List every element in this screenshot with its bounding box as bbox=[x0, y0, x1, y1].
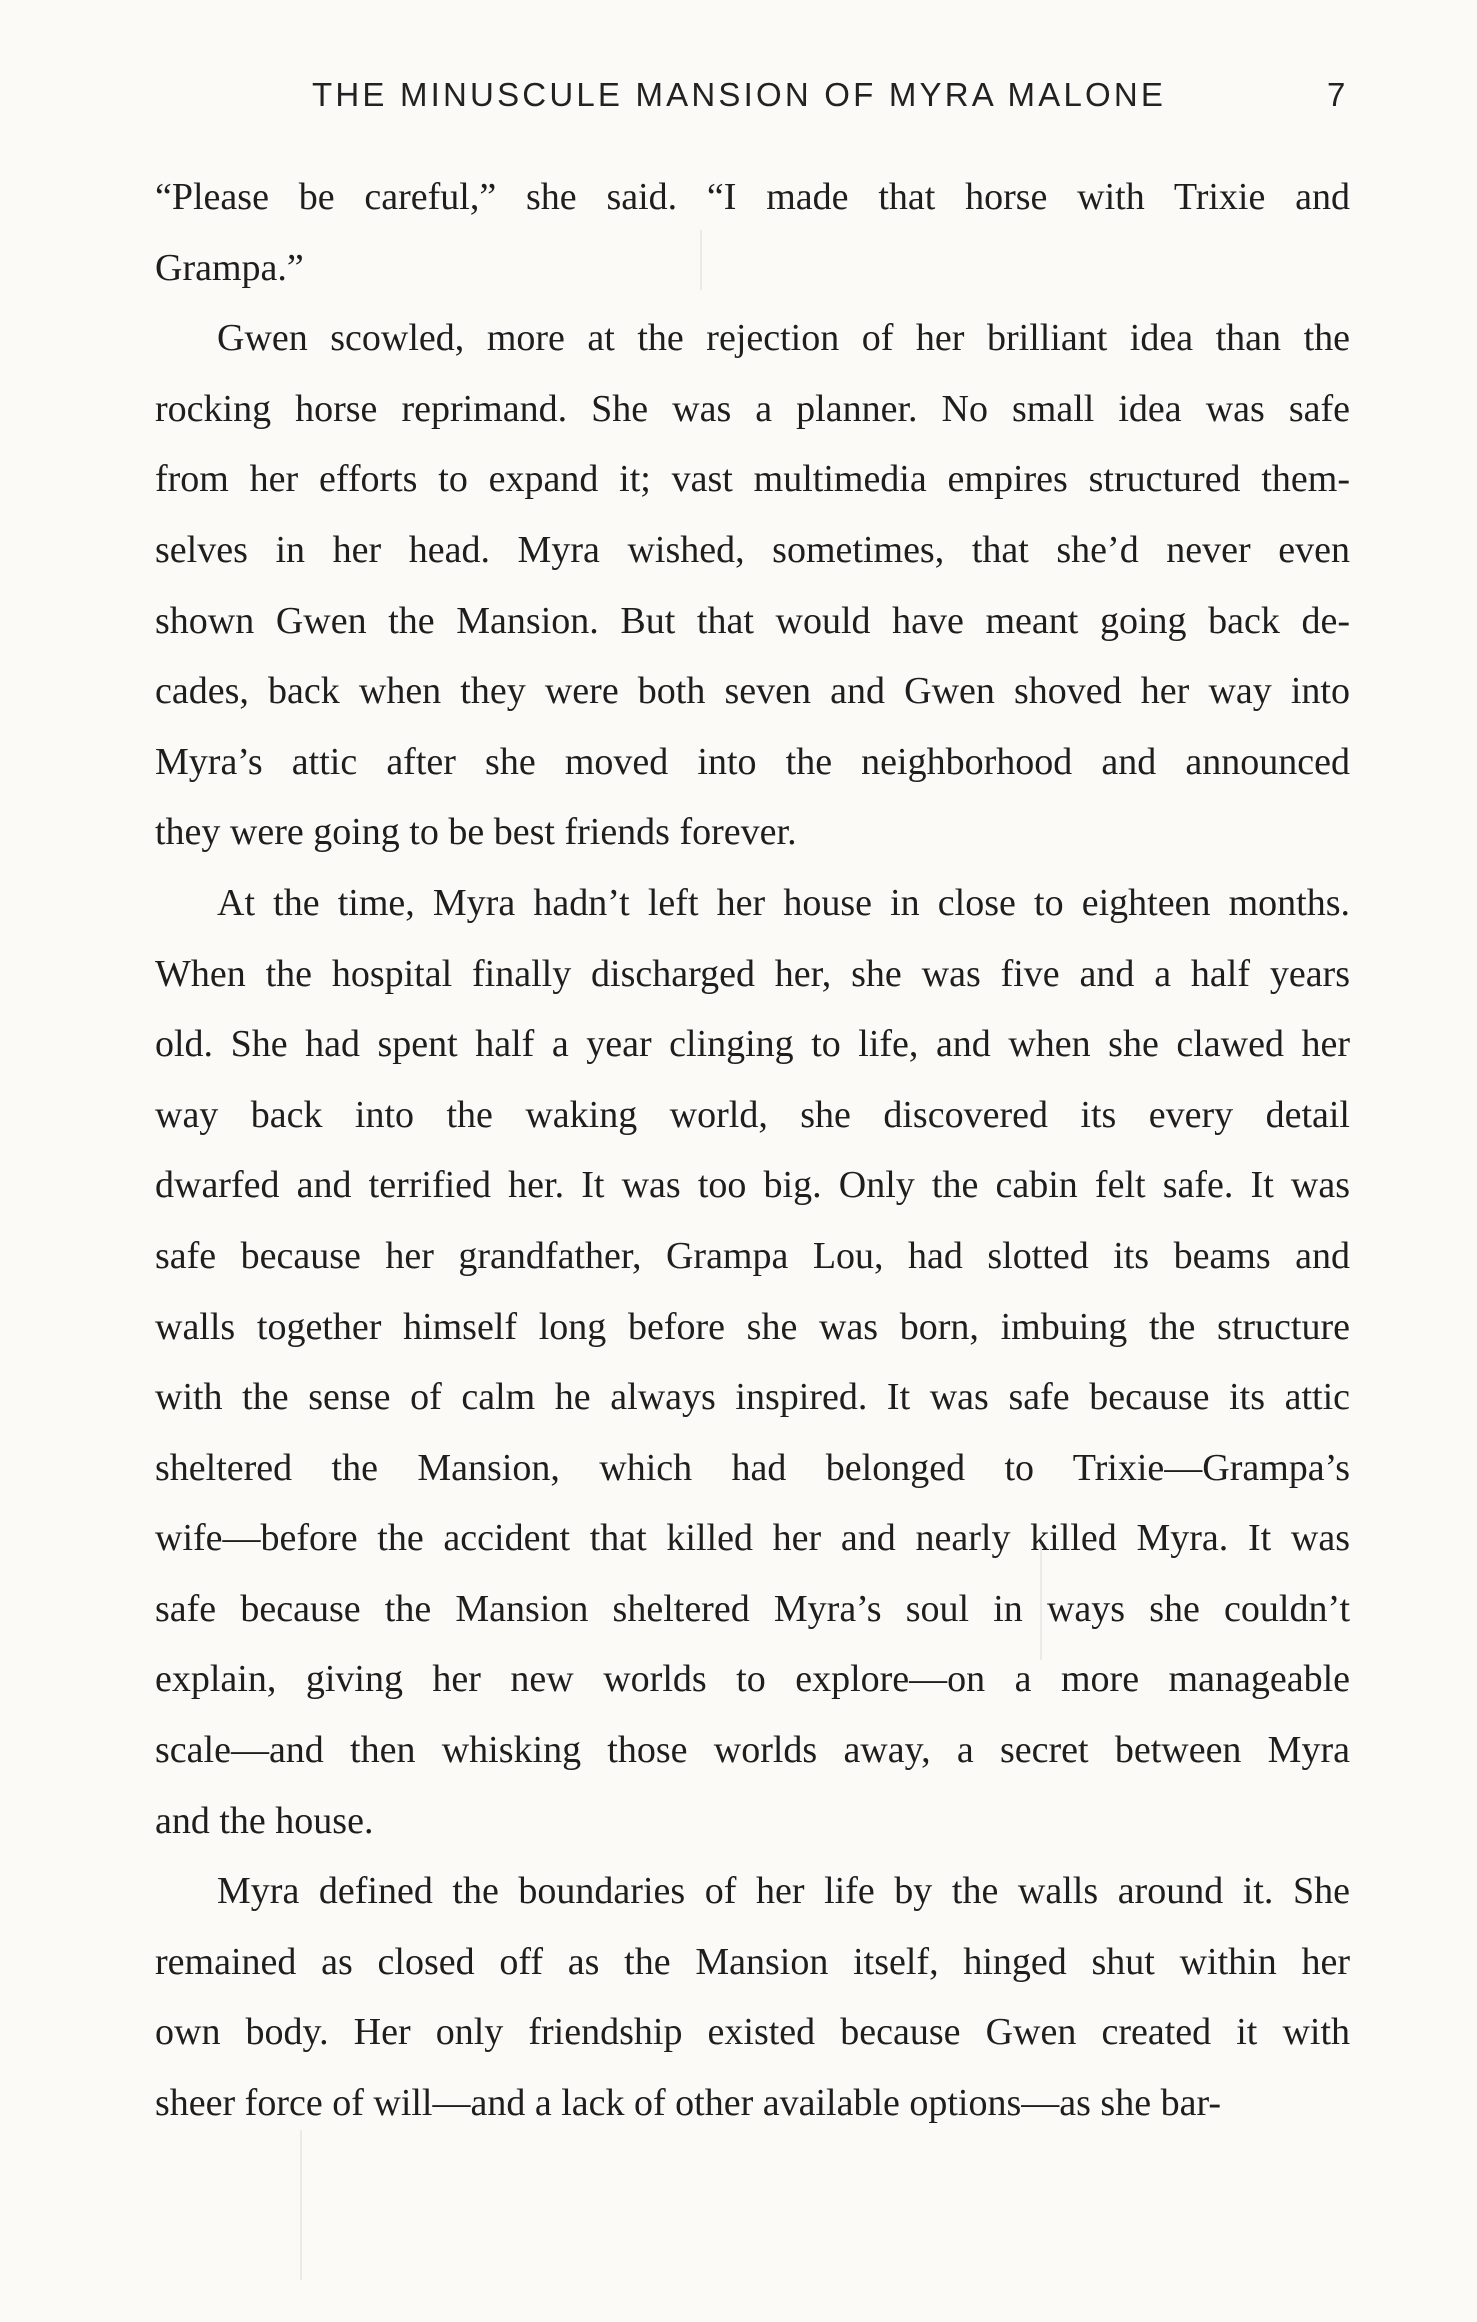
body-text bbox=[155, 162, 1350, 2139]
text-line: scale—and then whisking those worlds away, a secret between Myra bbox=[155, 1729, 1350, 1772]
paragraph bbox=[155, 868, 1350, 1856]
text-line: Grampa.” bbox=[155, 246, 304, 289]
text-line: shown Gwen the Mansion. But that would have meant going back de- bbox=[155, 599, 1350, 642]
text-line: dwarfed and terrified her. It was too big. Only the cabin felt safe. It was bbox=[155, 1164, 1350, 1207]
text-line: “Please be careful,” she said. “I made that horse with Trixie and bbox=[155, 176, 1350, 218]
text-line: Myra’s attic after she moved into the neighborhood and announced bbox=[155, 740, 1350, 783]
running-title: THE MINUSCULE MANSION OF MYRA MALONE bbox=[312, 76, 1167, 113]
text-line: explain, giving her new worlds to explore—on a more manageable bbox=[155, 1658, 1350, 1701]
text-line: from her efforts to expand it; vast multimedia empires structured them- bbox=[155, 458, 1350, 501]
text-line: and the house. bbox=[155, 1799, 374, 1842]
text-line: walls together himself long before she was born, imbuing the structure bbox=[155, 1305, 1350, 1348]
text-line: rocking horse reprimand. She was a planner. No small idea was safe bbox=[155, 387, 1350, 430]
paragraph bbox=[155, 303, 1350, 868]
page-number: 7 bbox=[1327, 76, 1346, 113]
text-line: At the time, Myra hadn’t left her house in close to eighteen months. bbox=[217, 881, 1350, 924]
text-line: safe because the Mansion sheltered Myra’s soul in ways she couldn’t bbox=[155, 1587, 1350, 1630]
text-line: sheer force of will—and a lack of other available options—as she bar- bbox=[155, 2082, 1222, 2125]
text-line: remained as closed off as the Mansion itself, hinged shut within her bbox=[155, 1940, 1350, 1983]
text-line: cades, back when they were both seven and Gwen shoved her way into bbox=[155, 670, 1350, 713]
text-line: Myra defined the boundaries of her life by the walls around it. She bbox=[217, 1870, 1350, 1913]
scan-artifact bbox=[300, 2130, 302, 2280]
scan-artifact bbox=[1040, 1540, 1042, 1660]
paragraph bbox=[155, 162, 1350, 303]
text-line: old. She had spent half a year clinging to life, and when she clawed her bbox=[155, 1023, 1350, 1066]
text-line: Gwen scowled, more at the rejection of her brilliant idea than the bbox=[217, 317, 1350, 360]
text-line: safe because her grandfather, Grampa Lou, had slotted its beams and bbox=[155, 1234, 1350, 1277]
paragraph bbox=[155, 1856, 1350, 2138]
text-line: wife—before the accident that killed her and nearly killed Myra. It was bbox=[155, 1517, 1350, 1560]
text-line: selves in her head. Myra wished, sometimes, that she’d never even bbox=[155, 528, 1350, 571]
text-line: with the sense of calm he always inspired. It was safe because its attic bbox=[155, 1376, 1350, 1419]
text-line: way back into the waking world, she discovered its every detail bbox=[155, 1093, 1350, 1136]
text-line: sheltered the Mansion, which had belonged to Trixie—Grampa’s bbox=[155, 1446, 1350, 1489]
text-line: own body. Her only friendship existed because Gwen created it with bbox=[155, 2011, 1350, 2054]
text-line: When the hospital finally discharged her, she was five and a half years bbox=[155, 952, 1350, 995]
text-line: they were going to be best friends forever. bbox=[155, 811, 797, 854]
scan-artifact bbox=[700, 230, 702, 290]
